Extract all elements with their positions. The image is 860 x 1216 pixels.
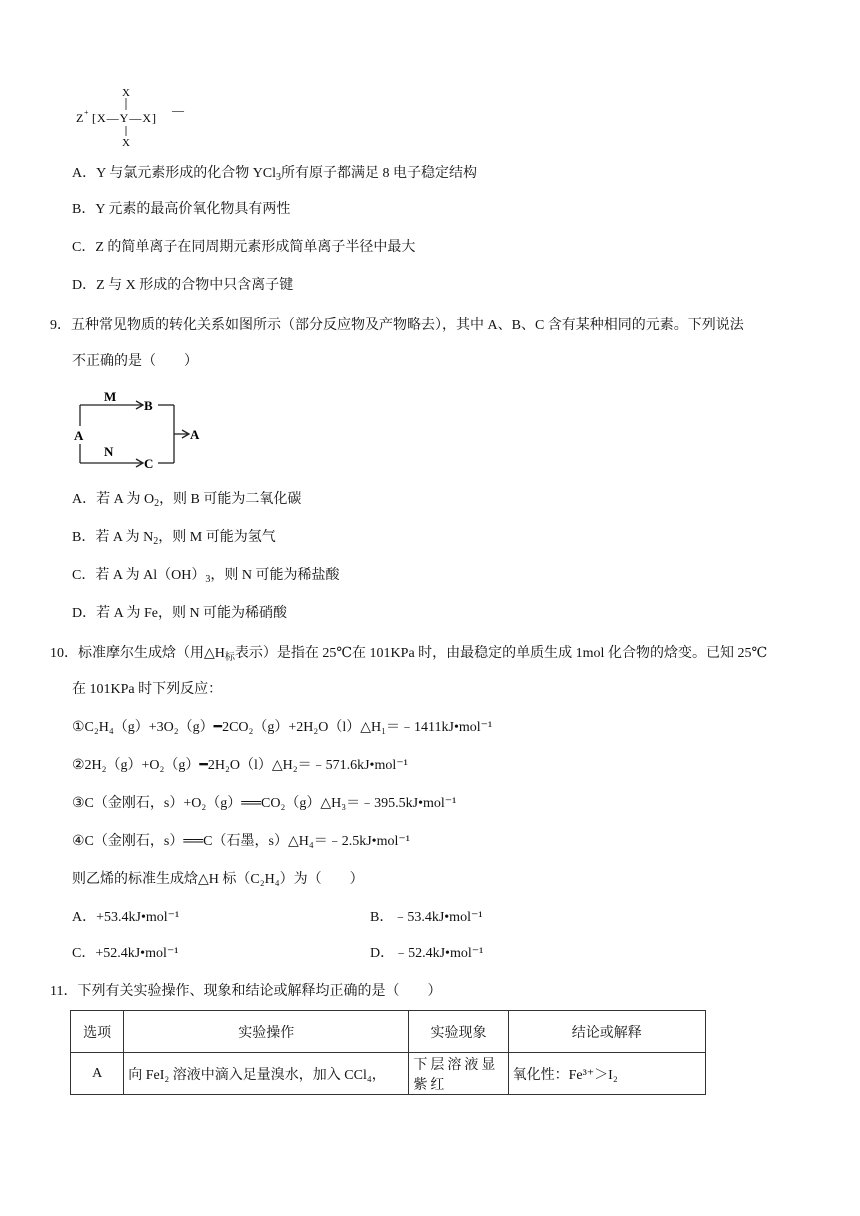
q10-reaction-2: ②2H₂（g）+O₂（g）━2H₂O（l）△H₂＝﹣571.6kJ•mol⁻¹ — [72, 758, 408, 773]
q10-option-b: B．﹣53.4kJ•mol⁻¹ — [370, 910, 483, 925]
q11-stem: 11．下列有关实验操作、现象和结论或解释均正确的是（ ） — [50, 984, 442, 999]
structural-formula — [70, 84, 200, 155]
table-header: 实验操作 — [124, 1011, 409, 1053]
q9-option-d: D．若 A 为 Fe，则 N 可能为稀硝酸 — [72, 606, 288, 621]
q8-option-d: D．Z 与 X 形成的合物中只含离子键 — [72, 278, 294, 293]
q9-option-b: B．若 A 为 $N_2$，则 M 可能为氢气 — [72, 530, 276, 547]
q10-stem-line2: 在 101KPa 时下列反应： — [72, 682, 223, 697]
q10-option-d: D．﹣52.4kJ•mol⁻¹ — [370, 946, 484, 961]
table-header: 选项 — [71, 1011, 124, 1053]
label-a-left: A — [74, 428, 84, 443]
formula-atom-bottom: X — [122, 137, 130, 149]
experiment-table — [70, 1010, 706, 1095]
q9-stem-line1: 9．五种常见物质的转化关系如图所示（部分反应物及产物略去），其中 A、B、C 含有某种相同的元素。下列说法 — [50, 318, 744, 333]
q10-option-a: A．+53.4kJ•mol⁻¹ — [72, 910, 180, 925]
formula-cation-charge: + — [84, 108, 89, 117]
label-c: C — [144, 456, 154, 471]
q10-reaction-1: ①C₂H₄（g）+3O₂（g）━2CO₂（g）+2H₂O（l）△H₁＝﹣1411kJ•mol⁻¹ — [72, 720, 493, 735]
q10-stem-line1: 10．标准摩尔生成焓（用$\triangle H_标$表示）是指在 25℃在 101KPa 时，由最稳定的单质生成 1mol 化合物的焓变。已知 25℃ — [50, 646, 768, 663]
table-cell: 向 FeI₂ 溶液中滴入足量溴水，加入 CCl₄， — [124, 1053, 409, 1095]
label-n: N — [104, 444, 114, 459]
table-header: 实验现象 — [409, 1011, 508, 1053]
q10-option-c: C．+52.4kJ•mol⁻¹ — [72, 946, 179, 961]
q8-option-c: C．Z 的简单离子在同周期元素形成简单离子半径中最大 — [72, 240, 416, 255]
q9-option-c: C．若 A 为 $Al(OH)_3$，则 N 可能为稀盐酸 — [72, 568, 340, 585]
conversion-diagram — [72, 388, 212, 479]
formula-charge: — — [172, 103, 184, 117]
table-cell: 氧化性：Fe³⁺＞I₂ — [508, 1053, 705, 1095]
q8-option-a: A．Y 与氯元素形成的化合物 YCl$_3$所有原子都满足 8 电子稳定结构 — [72, 166, 478, 183]
formula-anion: [X—Y—X] — [92, 111, 157, 125]
q10-reaction-4: ④C（金刚石，s）══C（石墨，s）△H₄＝﹣2.5kJ•mol⁻¹ — [72, 834, 410, 849]
label-b: B — [144, 398, 153, 413]
table-cell: 下层溶液显紫红 — [409, 1053, 508, 1095]
table-row — [71, 1053, 706, 1095]
formula-atom-top: X — [122, 87, 130, 99]
table-header: 结论或解释 — [508, 1011, 705, 1053]
table-cell: A — [71, 1053, 124, 1095]
q9-stem-line2: 不正确的是（ ） — [72, 354, 198, 369]
label-a-right: A — [190, 427, 200, 442]
table-header-row — [71, 1011, 706, 1053]
label-m: M — [104, 389, 117, 404]
q10-reaction-3: ③C（金刚石，s）+O₂（g）══CO₂（g）△H₃＝﹣395.5kJ•mol⁻¹ — [72, 796, 457, 811]
q8-option-b: B．Y 元素的最高价氧化物具有两性 — [72, 202, 291, 217]
formula-cation: Z — [76, 111, 84, 125]
q10-ask: 则乙烯的标准生成焓△H 标（C₂H₄）为（ ） — [72, 872, 364, 887]
q9-option-a: A．若 A 为 $O_2$，则 B 可能为二氧化碳 — [72, 492, 302, 509]
